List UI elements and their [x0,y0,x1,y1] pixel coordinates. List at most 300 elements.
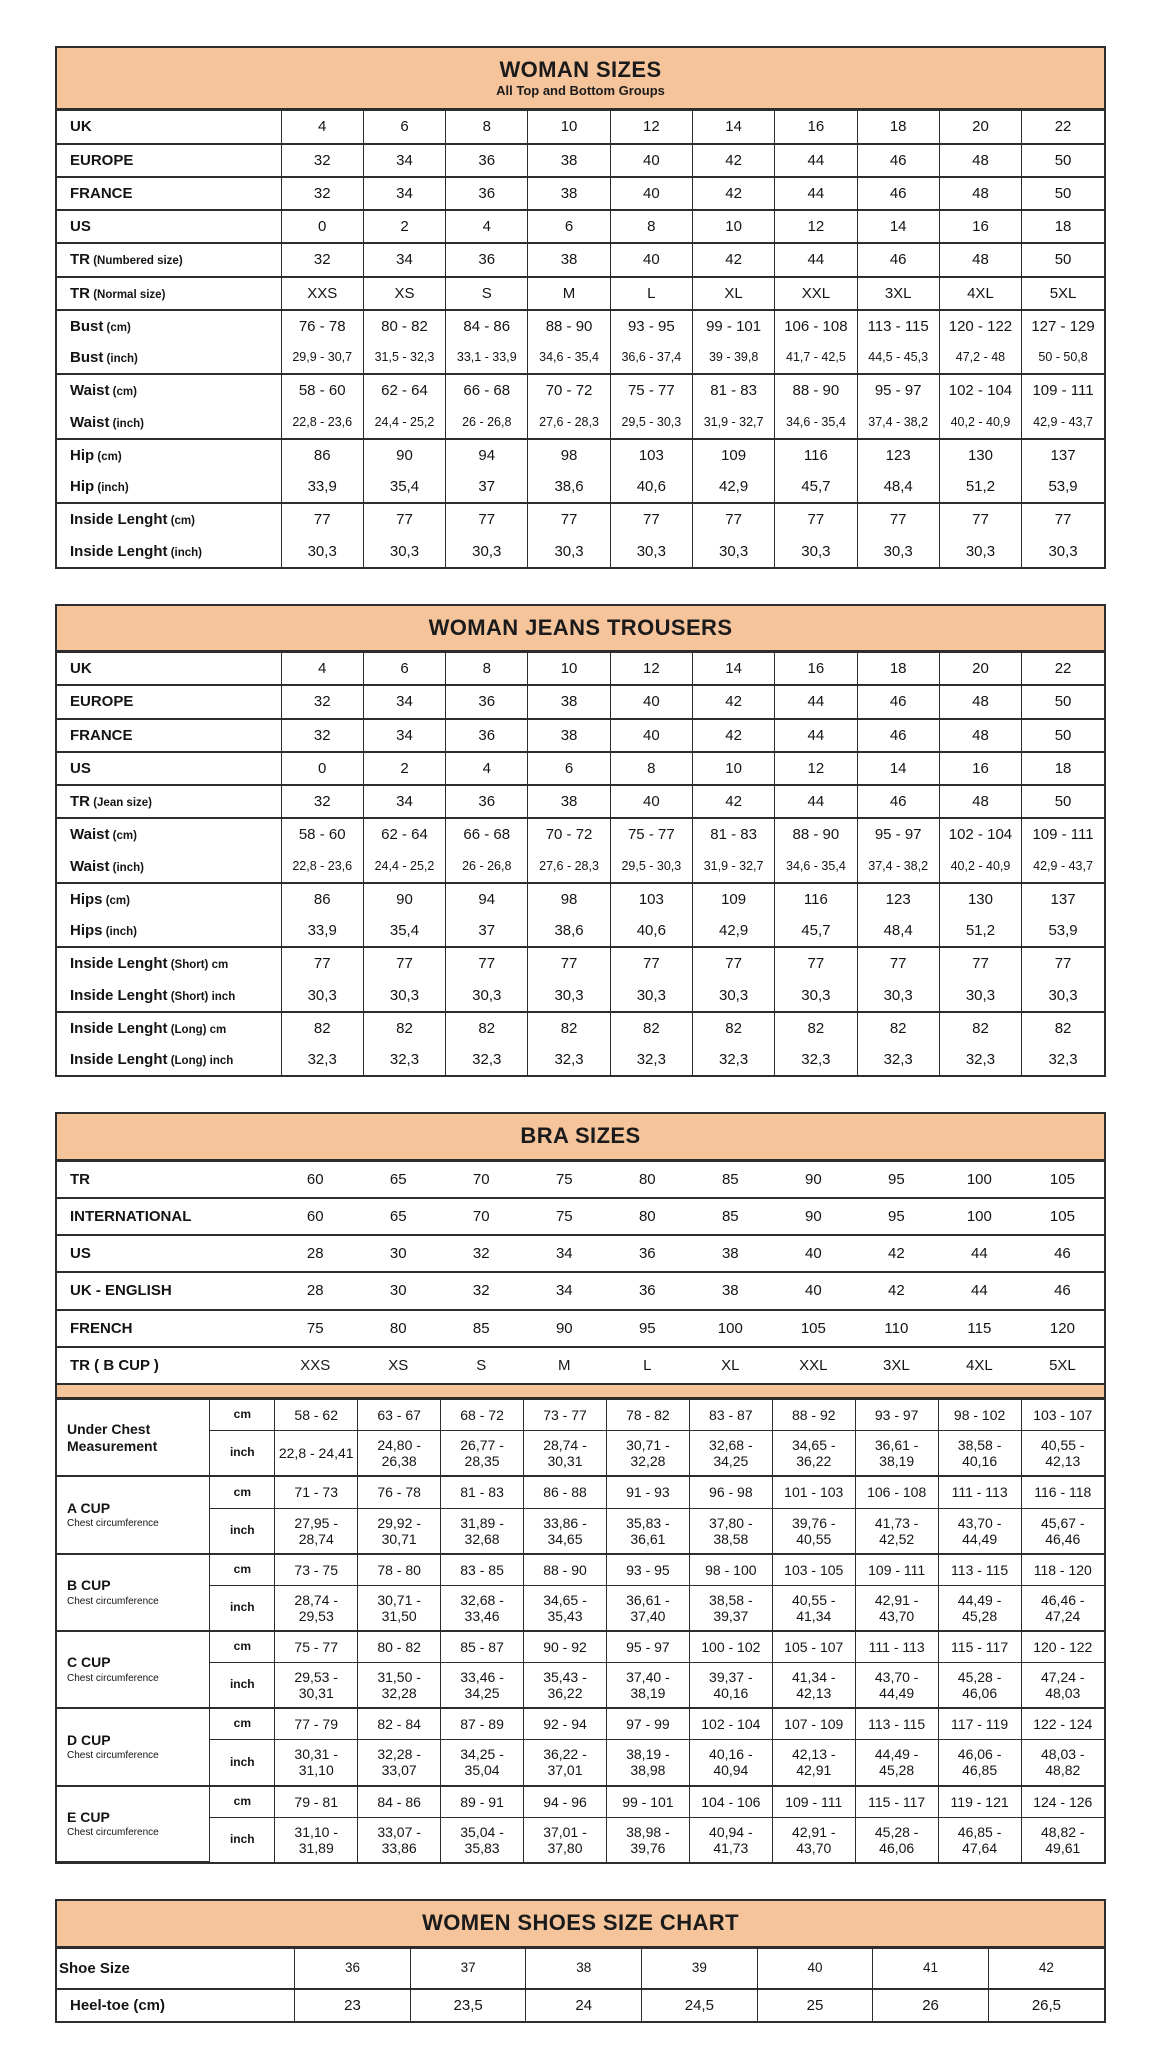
size-value-cell: 40 [610,719,692,752]
table-row [57,1989,1104,2021]
table-row [57,111,1104,144]
size-value-cell: 41,7 - 42,5 [775,342,857,374]
size-value-cell: 37 [446,915,528,947]
size-value-cell: 38 [528,243,610,276]
size-value-cell: 77 - 79 [275,1708,358,1740]
size-value-cell: 62 - 64 [363,818,445,850]
size-value-cell: 77 [281,947,363,979]
size-value-cell: 26 [873,1989,989,2021]
row-label: E CUP Chest circumference [57,1786,210,1862]
size-value-cell: 45,7 [775,471,857,503]
size-value-cell: 37 [410,1948,526,1989]
row-label: Waist (inch) [57,851,281,883]
size-value-cell: 44 [775,243,857,276]
woman-sizes-subtitle: All Top and Bottom Groups [496,83,665,99]
size-value-cell: 45,67 - 46,46 [1021,1508,1104,1554]
size-value-cell: 32,3 [939,1044,1021,1075]
row-label: TR ( B CUP ) [57,1347,274,1383]
size-value-cell: 42 [988,1948,1104,1989]
table-row [57,471,1104,503]
size-value-cell: 111 - 113 [938,1476,1021,1508]
size-value-cell: 44,49 - 45,28 [855,1740,938,1786]
table-row [57,653,1104,686]
size-value-cell: 95 - 97 [857,818,939,850]
size-value-cell: 34 [363,685,445,718]
size-value-cell: 30,3 [939,536,1021,567]
size-value-cell: 101 - 103 [772,1476,855,1508]
women-shoes-header [57,1901,1104,1947]
size-value-cell: 58 - 62 [275,1400,358,1431]
size-value-cell: 100 - 102 [689,1631,772,1663]
size-value-cell: 80 [606,1198,689,1235]
size-value-cell: 89 - 91 [441,1786,524,1818]
table-row [57,144,1104,177]
size-value-cell: XXS [281,277,363,310]
size-value-cell: 8 [446,111,528,144]
unit-label: inch [210,1663,275,1709]
size-value-cell: 31,5 - 32,3 [363,342,445,374]
size-value-cell: 77 [446,503,528,535]
size-value-cell: 38 [528,177,610,210]
size-value-cell: 48 [939,243,1021,276]
size-value-cell: 30,3 [528,980,610,1012]
size-value-cell: 44 [775,144,857,177]
size-value-cell: 40,94 - 41,73 [689,1817,772,1862]
woman-sizes-table [55,46,1106,569]
size-value-cell: 46,06 - 46,85 [938,1740,1021,1786]
size-value-cell: 38 [526,1948,642,1989]
size-value-cell: 4XL [938,1347,1021,1383]
size-value-cell: 22,8 - 23,6 [281,851,363,883]
size-value-cell: 35,83 - 36,61 [606,1508,689,1554]
size-value-cell: 24,80 - 26,38 [358,1431,441,1477]
size-value-cell: 77 [363,947,445,979]
row-label: UK [57,653,281,686]
size-value-cell: 95 [855,1161,938,1198]
size-value-cell: 2 [363,752,445,785]
size-value-cell: 95 [855,1198,938,1235]
size-value-cell: 32 [440,1272,523,1309]
size-value-cell: 40 [610,785,692,818]
size-value-cell: 75 [523,1198,606,1235]
table-row [57,719,1104,752]
size-value-cell: 116 [775,883,857,915]
size-value-cell: 100 [938,1161,1021,1198]
size-value-cell: 130 [939,883,1021,915]
size-value-cell: 5XL [1021,1347,1104,1383]
size-value-cell: 109 - 111 [855,1554,938,1586]
size-value-cell: 75 [274,1310,357,1347]
size-value-cell: 30,3 [446,980,528,1012]
size-value-cell: 99 - 101 [606,1786,689,1818]
size-value-cell: 81 - 83 [692,818,774,850]
size-value-cell: 33,86 - 34,65 [524,1508,607,1554]
size-value-cell: 90 [523,1310,606,1347]
size-value-cell: 38 [528,144,610,177]
size-value-cell: 24,4 - 25,2 [363,851,445,883]
table-row [57,1431,1104,1477]
size-value-cell: 58 - 60 [281,818,363,850]
size-value-cell: 75 - 77 [610,374,692,406]
size-value-cell: 36 [446,719,528,752]
size-value-cell: 36 [446,785,528,818]
size-value-cell: 98 [528,439,610,471]
size-value-cell: 23 [295,1989,411,2021]
size-value-cell: 32,3 [281,1044,363,1075]
size-value-cell: 38 [528,785,610,818]
size-value-cell: 40 [610,685,692,718]
row-label: INTERNATIONAL [57,1198,274,1235]
size-value-cell: M [523,1347,606,1383]
size-value-cell: 38,6 [528,471,610,503]
size-value-cell: 48,4 [857,471,939,503]
size-value-cell: 24,5 [642,1989,758,2021]
size-value-cell: 40 [610,243,692,276]
size-value-cell: 16 [775,111,857,144]
size-value-cell: S [440,1347,523,1383]
table-row [57,685,1104,718]
size-value-cell: 46 [1021,1235,1104,1272]
size-value-cell: 36,22 - 37,01 [524,1740,607,1786]
size-value-cell: 77 [446,947,528,979]
size-value-cell: 36,61 - 38,19 [855,1431,938,1477]
row-label: Inside Lenght (inch) [57,536,281,567]
size-value-cell: 26,77 - 28,35 [441,1431,524,1477]
size-value-cell: 32 [281,685,363,718]
size-value-cell: 30,3 [939,980,1021,1012]
size-value-cell: 58 - 60 [281,374,363,406]
size-value-cell: 116 [775,439,857,471]
size-value-cell: 95 - 97 [606,1631,689,1663]
size-value-cell: 34,6 - 35,4 [775,851,857,883]
size-value-cell: 44 [938,1235,1021,1272]
size-value-cell: 30,3 [692,980,774,1012]
size-value-cell: 32,3 [692,1044,774,1075]
size-value-cell: 24 [526,1989,642,2021]
bra-sizes-grid [57,1161,1104,1384]
size-value-cell: 111 - 113 [855,1631,938,1663]
size-value-cell: 98 [528,883,610,915]
size-value-cell: 32,3 [857,1044,939,1075]
size-value-cell: 82 [857,1012,939,1044]
size-value-cell: 6 [528,210,610,243]
size-value-cell: 30,3 [281,980,363,1012]
table-row [57,851,1104,883]
size-value-cell: 30 [357,1235,440,1272]
size-value-cell: 42 [855,1272,938,1309]
size-value-cell: 29,5 - 30,3 [610,407,692,439]
size-value-cell: 37,4 - 38,2 [857,407,939,439]
size-value-cell: 29,9 - 30,7 [281,342,363,374]
size-value-cell: 102 - 104 [689,1708,772,1740]
size-value-cell: 123 [857,883,939,915]
size-value-cell: 36 [446,685,528,718]
row-label: Inside Lenght (Long) inch [57,1044,281,1075]
size-value-cell: 30,3 [692,536,774,567]
size-value-cell: 109 - 111 [772,1786,855,1818]
size-value-cell: 34 [523,1272,606,1309]
size-value-cell: L [610,277,692,310]
size-value-cell: 40 [772,1235,855,1272]
size-value-cell: 90 [363,883,445,915]
size-value-cell: 124 - 126 [1021,1786,1104,1818]
size-value-cell: 103 [610,439,692,471]
size-value-cell: 46 [857,243,939,276]
size-value-cell: 42 [692,685,774,718]
size-value-cell: 34,6 - 35,4 [775,407,857,439]
row-label: Hip (cm) [57,439,281,471]
size-value-cell: XXS [274,1347,357,1383]
size-value-cell: 97 - 99 [606,1708,689,1740]
size-value-cell: 122 - 124 [1021,1708,1104,1740]
size-value-cell: 10 [528,653,610,686]
size-value-cell: 77 [281,503,363,535]
size-value-cell: 41,73 - 42,52 [855,1508,938,1554]
size-value-cell: 113 - 115 [857,310,939,342]
size-value-cell: 110 [855,1310,938,1347]
row-label: Under Chest Measurement [57,1400,210,1477]
size-value-cell: 100 [689,1310,772,1347]
size-value-cell: 39,37 - 40,16 [689,1663,772,1709]
size-value-cell: 30,71 - 31,50 [358,1585,441,1631]
size-value-cell: 137 [1022,883,1104,915]
table-row [57,310,1104,342]
size-value-cell: 37,80 - 38,58 [689,1508,772,1554]
size-value-cell: 30,3 [528,536,610,567]
size-value-cell: 78 - 82 [606,1400,689,1431]
size-value-cell: 46 [1021,1272,1104,1309]
size-value-cell: 38 [528,719,610,752]
size-value-cell: 82 [281,1012,363,1044]
size-value-cell: 90 [772,1198,855,1235]
size-value-cell: 37,40 - 38,19 [606,1663,689,1709]
size-value-cell: 34 [363,785,445,818]
size-value-cell: 99 - 101 [692,310,774,342]
row-label: Waist (inch) [57,407,281,439]
size-value-cell: 36,61 - 37,40 [606,1585,689,1631]
size-value-cell: 96 - 98 [689,1476,772,1508]
size-value-cell: 77 [857,947,939,979]
size-value-cell: 28,74 - 30,31 [524,1431,607,1477]
size-value-cell: 106 - 108 [775,310,857,342]
size-value-cell: 120 [1021,1310,1104,1347]
size-value-cell: 73 - 75 [275,1554,358,1586]
size-value-cell: 37,4 - 38,2 [857,851,939,883]
size-value-cell: 32,3 [363,1044,445,1075]
size-value-cell: 75 [523,1161,606,1198]
size-value-cell: 46 [857,685,939,718]
size-value-cell: 33,9 [281,471,363,503]
size-value-cell: 16 [939,752,1021,785]
size-value-cell: 32 [281,177,363,210]
size-value-cell: 31,9 - 32,7 [692,407,774,439]
size-value-cell: 80 [606,1161,689,1198]
size-value-cell: 36 [446,144,528,177]
woman-jeans-table [55,604,1106,1078]
size-value-cell: 34,25 - 35,04 [441,1740,524,1786]
row-label: D CUP Chest circumference [57,1708,210,1785]
size-value-cell: 86 [281,883,363,915]
size-value-cell: 43,70 - 44,49 [855,1663,938,1709]
size-value-cell: 113 - 115 [855,1708,938,1740]
size-value-cell: XXL [772,1347,855,1383]
size-value-cell: 30 [357,1272,440,1309]
size-value-cell: 40,6 [610,471,692,503]
table-row [57,1508,1104,1554]
size-value-cell: 82 [528,1012,610,1044]
size-value-cell: 120 - 122 [939,310,1021,342]
size-value-cell: 127 - 129 [1022,310,1104,342]
size-value-cell: 120 - 122 [1021,1631,1104,1663]
table-row [57,1948,1104,1989]
size-value-cell: 77 [528,947,610,979]
unit-label: inch [210,1740,275,1786]
size-value-cell: 12 [775,210,857,243]
size-value-cell: 94 [446,883,528,915]
size-value-cell: 66 - 68 [446,374,528,406]
table-row [57,1198,1104,1235]
table-row [57,1663,1104,1709]
size-value-cell: 30,3 [281,536,363,567]
size-value-cell: 82 [446,1012,528,1044]
table-row [57,407,1104,439]
woman-sizes-title: WOMAN SIZES [499,57,662,82]
size-value-cell: 4XL [939,277,1021,310]
row-label: FRANCE [57,719,281,752]
size-value-cell: 38,58 - 39,37 [689,1585,772,1631]
unit-label: cm [210,1476,275,1508]
size-value-cell: 3XL [855,1347,938,1383]
size-value-cell: 32,3 [775,1044,857,1075]
table-row [57,752,1104,785]
row-label: Waist (cm) [57,374,281,406]
size-value-cell: 48 [939,177,1021,210]
size-value-cell: 63 - 67 [358,1400,441,1431]
size-value-cell: 34,65 - 35,43 [524,1585,607,1631]
size-value-cell: 80 [357,1310,440,1347]
woman-jeans-grid [57,652,1104,1075]
size-value-cell: 36 [446,243,528,276]
size-value-cell: 117 - 119 [938,1708,1021,1740]
size-value-cell: 45,28 - 46,06 [938,1663,1021,1709]
size-value-cell: 88 - 90 [524,1554,607,1586]
size-value-cell: 46 [857,177,939,210]
size-value-cell: 75 - 77 [275,1631,358,1663]
size-value-cell: 26,5 [988,1989,1104,2021]
size-value-cell: 46 [857,719,939,752]
size-value-cell: 35,4 [363,471,445,503]
size-value-cell: 80 - 82 [358,1631,441,1663]
size-value-cell: 48 [939,685,1021,718]
size-value-cell: 77 [692,503,774,535]
size-value-cell: 32 [440,1235,523,1272]
woman-sizes-grid [57,110,1104,567]
table-row [57,1740,1104,1786]
size-value-cell: 5XL [1022,277,1104,310]
size-value-cell: 85 [440,1310,523,1347]
size-value-cell: 88 - 92 [772,1400,855,1431]
size-value-cell: 82 [610,1012,692,1044]
size-value-cell: 40,55 - 41,34 [772,1585,855,1631]
size-value-cell: 38 [689,1235,772,1272]
size-value-cell: 88 - 90 [775,374,857,406]
row-label: EUROPE [57,144,281,177]
size-value-cell: 85 - 87 [441,1631,524,1663]
size-value-cell: 90 [363,439,445,471]
size-value-cell: 77 [610,947,692,979]
size-value-cell: 22 [1022,653,1104,686]
size-value-cell: 94 - 96 [524,1786,607,1818]
size-value-cell: 82 [775,1012,857,1044]
size-value-cell: 35,4 [363,915,445,947]
table-row [57,1585,1104,1631]
size-value-cell: 24,4 - 25,2 [363,407,445,439]
size-value-cell: 10 [692,752,774,785]
table-row [57,1708,1104,1740]
size-value-cell: 78 - 80 [358,1554,441,1586]
size-value-cell: 95 [606,1310,689,1347]
row-label: TR [57,1161,274,1198]
size-value-cell: 105 [1021,1198,1104,1235]
size-value-cell: 18 [857,111,939,144]
unit-label: cm [210,1786,275,1818]
size-value-cell: 83 - 85 [441,1554,524,1586]
bra-section-divider [57,1383,1104,1399]
size-value-cell: 53,9 [1022,471,1104,503]
size-value-cell: 82 [1022,1012,1104,1044]
size-value-cell: 47,24 - 48,03 [1021,1663,1104,1709]
size-value-cell: 38,98 - 39,76 [606,1817,689,1862]
size-value-cell: 42 [692,144,774,177]
size-value-cell: 32,3 [528,1044,610,1075]
row-label: Hips (cm) [57,883,281,915]
size-value-cell: 93 - 97 [855,1400,938,1431]
bra-measurement-grid [57,1399,1104,1862]
size-value-cell: 87 - 89 [441,1708,524,1740]
size-value-cell: 106 - 108 [855,1476,938,1508]
row-label: TR (Normal size) [57,277,281,310]
size-value-cell: 40 [772,1272,855,1309]
size-value-cell: 82 - 84 [358,1708,441,1740]
size-value-cell: 30,3 [857,536,939,567]
row-label: UK - ENGLISH [57,1272,274,1309]
size-value-cell: 70 - 72 [528,374,610,406]
size-value-cell: 40 [610,144,692,177]
size-value-cell: 71 - 73 [275,1476,358,1508]
size-value-cell: 60 [274,1161,357,1198]
size-value-cell: 4 [281,111,363,144]
size-value-cell: 82 [939,1012,1021,1044]
size-value-cell: 30,31 - 31,10 [275,1740,358,1786]
size-value-cell: 29,5 - 30,3 [610,851,692,883]
size-value-cell: 119 - 121 [938,1786,1021,1818]
table-row [57,177,1104,210]
row-label: TR (Numbered size) [57,243,281,276]
size-value-cell: 109 - 111 [1022,818,1104,850]
size-value-cell: 46,85 - 47,64 [938,1817,1021,1862]
size-value-cell: 20 [939,111,1021,144]
size-value-cell: 77 [363,503,445,535]
size-value-cell: 35,04 - 35,83 [441,1817,524,1862]
size-value-cell: 42,9 [692,471,774,503]
unit-label: inch [210,1431,275,1477]
size-value-cell: 18 [1022,752,1104,785]
size-value-cell: 62 - 64 [363,374,445,406]
size-value-cell: 105 - 107 [772,1631,855,1663]
table-row [57,243,1104,276]
size-value-cell: 8 [610,752,692,785]
size-value-cell: 51,2 [939,471,1021,503]
